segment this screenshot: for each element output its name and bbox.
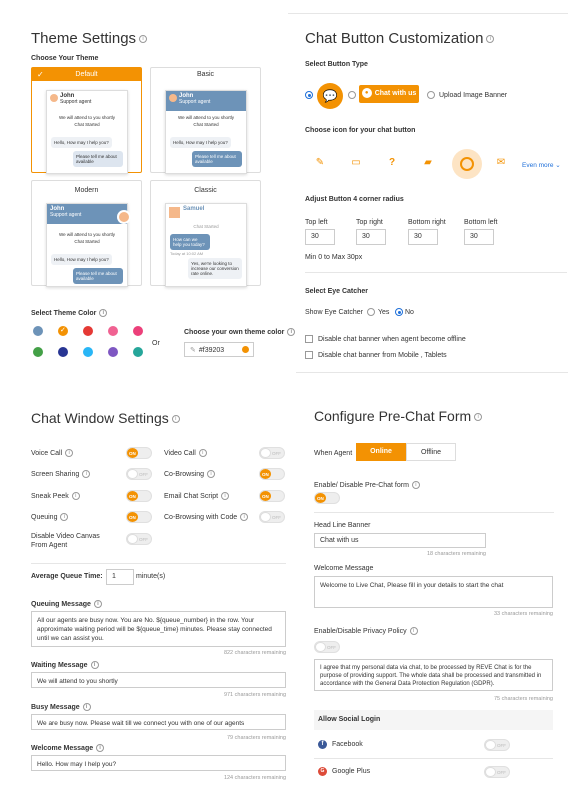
pen-icon[interactable]: ✎ (315, 157, 325, 168)
headline-char-count: 18 characters remaining (426, 551, 486, 557)
disable-mobile-checkbox[interactable] (305, 351, 313, 359)
minutes-label: minute(s) (136, 573, 166, 580)
feature-label: Co-Browsing with Code i (164, 513, 248, 521)
color-swatch[interactable] (133, 347, 143, 357)
color-swatch[interactable] (133, 326, 143, 336)
eye-yes-radio[interactable] (367, 308, 375, 316)
chat-selected-icon[interactable] (452, 149, 482, 179)
top-left-label: Top left (305, 219, 328, 226)
feature-label: Sneak Peek i (31, 492, 80, 500)
feature-toggle[interactable]: ON (126, 490, 152, 502)
icon-choice-label: Choose icon for your chat button (305, 127, 416, 134)
info-icon: i (486, 35, 494, 43)
color-swatch[interactable] (33, 326, 43, 336)
top-right-label: Top right (356, 219, 383, 226)
even-more-link[interactable]: Even more ⌄ (522, 162, 561, 169)
facebook-label: Facebook (332, 741, 363, 748)
queuing-char-count: 822 characters remaining (223, 650, 286, 656)
choose-theme-label: Choose Your Theme (31, 55, 99, 62)
info-icon: i (82, 470, 90, 478)
disable-mobile-label: Disable chat banner from Mobile , Tablets (318, 352, 447, 359)
queuing-msg-textarea[interactable]: All our agents are busy now. You are No. ${queue_number} in the row. Your approximate waiting period will be ${queue_time} minutes. Please stay connected until we can assist you. (31, 611, 286, 647)
check-icon: ✓ (37, 70, 44, 79)
feature-label: Email Chat Script i (164, 492, 229, 500)
info-icon: i (72, 492, 80, 500)
chat-button-title: Chat Button Customization i (305, 30, 494, 47)
theme-preview: Samuel Chat Started How can we help you today? Today at 10:02 AM Yes, we're looking to increase our conversion rate online. (165, 203, 247, 287)
envelope-icon[interactable]: ✉ (496, 157, 506, 168)
color-swatch[interactable] (33, 347, 43, 357)
busy-msg-input[interactable]: We are busy now. Please wait till we connect you with one of our agents (31, 714, 286, 730)
button-type-icon-radio[interactable] (305, 91, 313, 99)
waiting-msg-label: Waiting Message i (31, 661, 99, 669)
bottom-left-label: Bottom left (464, 219, 498, 226)
busy-msg-label: Busy Message i (31, 703, 91, 711)
waiting-msg-input[interactable]: We will attend to you shortly (31, 672, 286, 688)
info-icon: i (60, 513, 68, 521)
prechat-welcome-label: Welcome Message (314, 565, 374, 572)
question-icon[interactable]: ? (388, 157, 396, 168)
eye-catcher-title: Select Eye Catcher (305, 288, 369, 295)
theme-settings-title: Theme Settings i (31, 30, 147, 47)
info-icon: i (94, 600, 102, 608)
info-icon: i (199, 449, 207, 457)
queuing-msg-label: Queuing Message i (31, 600, 102, 608)
button-type-label: Select Button Type (305, 61, 368, 68)
chevron-down-icon: ⌄ (555, 162, 561, 169)
hex-color-input[interactable]: ✎ #f39203 (184, 342, 254, 357)
theme-preview: John Support agent We will attend to you shortly Chat Started Hello, How may I help you? Please tell me about available (46, 90, 128, 174)
color-swatch[interactable] (83, 326, 93, 336)
welcome-char-count: 124 characters remaining (223, 775, 286, 781)
disable-video-label: Disable Video Canvas From Agent (31, 533, 100, 549)
offline-tab[interactable]: Offline (406, 443, 456, 461)
disable-offline-checkbox[interactable] (305, 335, 313, 343)
info-icon: i (99, 309, 107, 317)
avatar (169, 207, 180, 218)
queue-time-label: Average Queue Time: (31, 573, 103, 580)
enable-prechat-toggle[interactable]: ON (314, 492, 340, 504)
theme-card-modern[interactable]: Modern John Support agent We will attend to you shortly Chat Started Hello, How may I help you? Please tell me about available (31, 180, 142, 286)
online-tab[interactable]: Online (356, 443, 406, 461)
feature-toggle[interactable]: OFF (126, 468, 152, 480)
or-label: Or (152, 340, 160, 347)
social-login-header: Allow Social Login (314, 710, 553, 730)
button-type-banner-radio[interactable] (348, 91, 356, 99)
theme-color-label: Select Theme Color i (31, 309, 107, 317)
prechat-welcome-char-count: 33 characters remaining (493, 611, 553, 617)
info-icon: i (91, 661, 99, 669)
feature-toggle[interactable]: ON (259, 490, 285, 502)
info-icon: i (412, 481, 420, 489)
info-icon: i (410, 627, 418, 635)
when-agent-label: When Agent (314, 450, 353, 457)
info-icon: i (83, 703, 91, 711)
check-icon: ✓ (60, 327, 66, 334)
google-plus-toggle[interactable]: OFF (484, 766, 510, 778)
busy-char-count: 79 characters remaining (226, 735, 286, 741)
google-plus-label: Google Plus (332, 768, 371, 775)
welcome-msg-label: Welcome Message i (31, 744, 104, 752)
info-icon: i (207, 470, 215, 478)
radius-hint: Min 0 to Max 30px (305, 254, 363, 261)
radius-label: Adjust Button 4 corner radius (305, 196, 404, 203)
info-icon: i (65, 449, 73, 457)
headline-input[interactable]: Chat with us (314, 533, 486, 548)
feature-label: Voice Call i (31, 449, 73, 457)
eyedropper-icon: ✎ (190, 347, 196, 354)
info-icon: i (474, 413, 482, 421)
bottom-left-input[interactable]: 30 (464, 229, 494, 245)
theme-card-basic[interactable]: Basic John Support agent We will attend to you shortly Chat Started Hello, How may I help you? Please tell me about available (150, 67, 261, 173)
theme-card-classic[interactable]: Classic Samuel Chat Started How can we help you today? Today at 10:02 AM Yes, we're looking to increase our conversion rate online. (150, 180, 261, 286)
color-swatch[interactable] (83, 347, 93, 357)
color-swatch[interactable] (108, 326, 118, 336)
theme-preview: John Support agent We will attend to you shortly Chat Started Hello, How may I help you? Please tell me about available (165, 90, 247, 174)
feature-toggle[interactable]: OFF (259, 447, 285, 459)
disable-offline-label: Disable chat banner when agent become offline (318, 336, 466, 343)
feature-toggle[interactable]: ON (126, 447, 152, 459)
avatar (169, 94, 177, 102)
feature-toggle[interactable]: ON (126, 511, 152, 523)
chat-bubble-icon[interactable]: 💬 (317, 83, 343, 109)
google-plus-icon: G (318, 767, 327, 776)
top-right-input[interactable]: 30 (356, 229, 386, 245)
avatar (50, 94, 58, 102)
chat-with-us-banner[interactable]: ● Chat with us (359, 85, 419, 103)
feature-label: Co-Browsing i (164, 470, 215, 478)
privacy-char-count: 75 characters remaining (493, 696, 553, 702)
facebook-toggle[interactable]: OFF (484, 739, 510, 751)
upload-banner-label: Upload Image Banner (439, 92, 508, 99)
color-swatch[interactable] (108, 347, 118, 357)
color-swatch[interactable] (58, 347, 68, 357)
info-icon: i (240, 513, 248, 521)
bottom-right-input[interactable]: 30 (408, 229, 438, 245)
feature-label: Video Call i (164, 449, 207, 457)
no-label: No (405, 309, 414, 316)
theme-card-default[interactable]: ✓ Default John Support agent We will attend to you shortly Chat Started Hello, How may I help you? Please tell me about available (31, 67, 142, 173)
prechat-welcome-textarea[interactable]: Welcome to Live Chat, Please fill in your details to start the chat (314, 576, 553, 608)
privacy-toggle[interactable]: OFF (314, 641, 340, 653)
feature-label: Screen Sharing i (31, 470, 90, 478)
facebook-icon: f (318, 740, 327, 749)
theme-preview: John Support agent We will attend to you shortly Chat Started Hello, How may I help you? Please tell me about available (46, 203, 128, 287)
waiting-char-count: 971 characters remaining (223, 692, 286, 698)
info-icon: i (139, 35, 147, 43)
info-icon: i (221, 492, 229, 500)
avatar (117, 210, 131, 224)
prechat-title: Configure Pre-Chat Form i (314, 408, 482, 424)
feature-label: Queuing i (31, 513, 68, 521)
color-swatch[interactable] (58, 326, 68, 336)
chat-window-title: Chat Window Settings i (31, 410, 180, 426)
color-preview-dot (242, 346, 249, 353)
privacy-textarea[interactable]: I agree that my personal data via chat, to be processed by REVE Chat is for the purpose of providing support. The whole data shall be processed and transmitted in accordance with the General Data Protection Regulation (GDPR). (314, 659, 553, 691)
yes-label: Yes (378, 309, 390, 316)
feature-toggle[interactable]: OFF (259, 511, 285, 523)
eye-no-radio[interactable] (395, 308, 403, 316)
top-left-input[interactable]: 30 (305, 229, 335, 245)
chat-dots-icon[interactable]: ▭ (351, 157, 361, 168)
disable-video-toggle[interactable]: OFF (126, 533, 152, 545)
info-icon: i (96, 744, 104, 752)
privacy-label: Enable/Disable Privacy Policy i (314, 627, 418, 635)
feature-toggle[interactable]: ON (259, 468, 285, 480)
queue-time-input[interactable]: 1 (106, 569, 134, 585)
chat-bubbles-icon[interactable]: ▰ (424, 157, 432, 168)
bottom-right-label: Bottom right (408, 219, 446, 226)
show-eye-label: Show Eye Catcher (305, 309, 363, 316)
own-color-label: Choose your own theme color i (184, 328, 295, 336)
info-icon: i (287, 328, 295, 336)
button-type-upload-radio[interactable] (427, 91, 435, 99)
headline-label: Head Line Banner (314, 522, 371, 529)
chat-icon: ● (362, 88, 372, 98)
info-icon: i (172, 415, 180, 423)
enable-prechat-label: Enable/ Disable Pre-Chat form i (314, 481, 420, 489)
welcome-msg-input[interactable]: Hello. How may I help you? (31, 755, 286, 771)
